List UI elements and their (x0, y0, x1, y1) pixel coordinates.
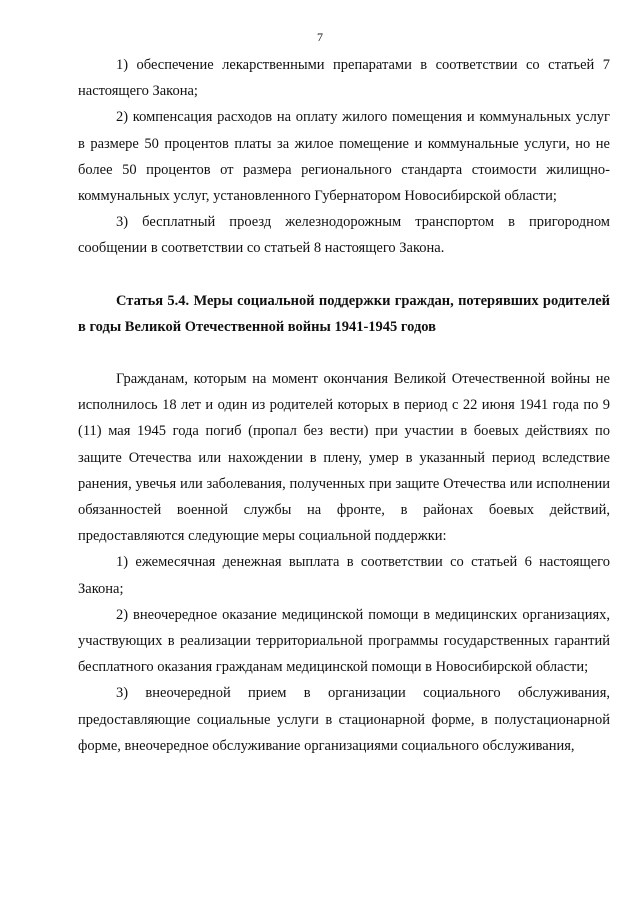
article-item-2: 2) внеочередное оказание медицинской помощи в медицинских организациях, участвующих в реализации территориальной программы государственных гарантий бесплатного оказания гражданам медицинской помощи в Новосибирской области; (78, 606, 610, 676)
article-heading: Статья 5.4. Меры социальной поддержки граждан, потерявших родителей в годы Великой Отечественной войны 1941-1945 годов (78, 292, 610, 335)
document-body (78, 52, 610, 759)
paragraph-item-1: 1) обеспечение лекарственными препаратами в соответствии со статьей 7 настоящего Закона; (78, 57, 610, 100)
article-item-3: 3) внеочередной прием в организации социального обслуживания, предоставляющие социальные услуги в стационарной форме, в полустационарной форме, внеочередное обслуживание организациями социального обслуживания, (78, 685, 610, 754)
paragraph-item-2: 2) компенсация расходов на оплату жилого помещения и коммунальных услуг в размере 50 процентов платы за жилое помещение и коммунальные услуги, но не более 50 процентов от размера регионального стандарта стоимости жилищно-коммунальных услуг, установленного Губернатором Новосибирской области; (78, 109, 610, 205)
article-item-1: 1) ежемесячная денежная выплата в соответствии со статьей 6 настоящего Закона; (78, 554, 610, 597)
paragraph-item-3: 3) бесплатный проезд железнодорожным транспортом в пригородном сообщении в соответствии со статьей 8 настоящего Закона. (78, 214, 610, 257)
article-intro: Гражданам, которым на момент окончания Великой Отечественной войны не исполнилось 18 лет и один из родителей которых в период с 22 июня 1941 года по 9 (11) мая 1945 года погиб (пропал без вести) при участии в боевых действиях по защите Отечества или нахождении в плену, умер в указанный период вследствие ранения, увечья или заболевания, полученных при защите Отечества или исполнении обязанностей военной службы на фронте, в районах боевых действий, предоставляются следующие меры социальной поддержки: (78, 371, 610, 545)
page-number: 7 (317, 30, 323, 44)
